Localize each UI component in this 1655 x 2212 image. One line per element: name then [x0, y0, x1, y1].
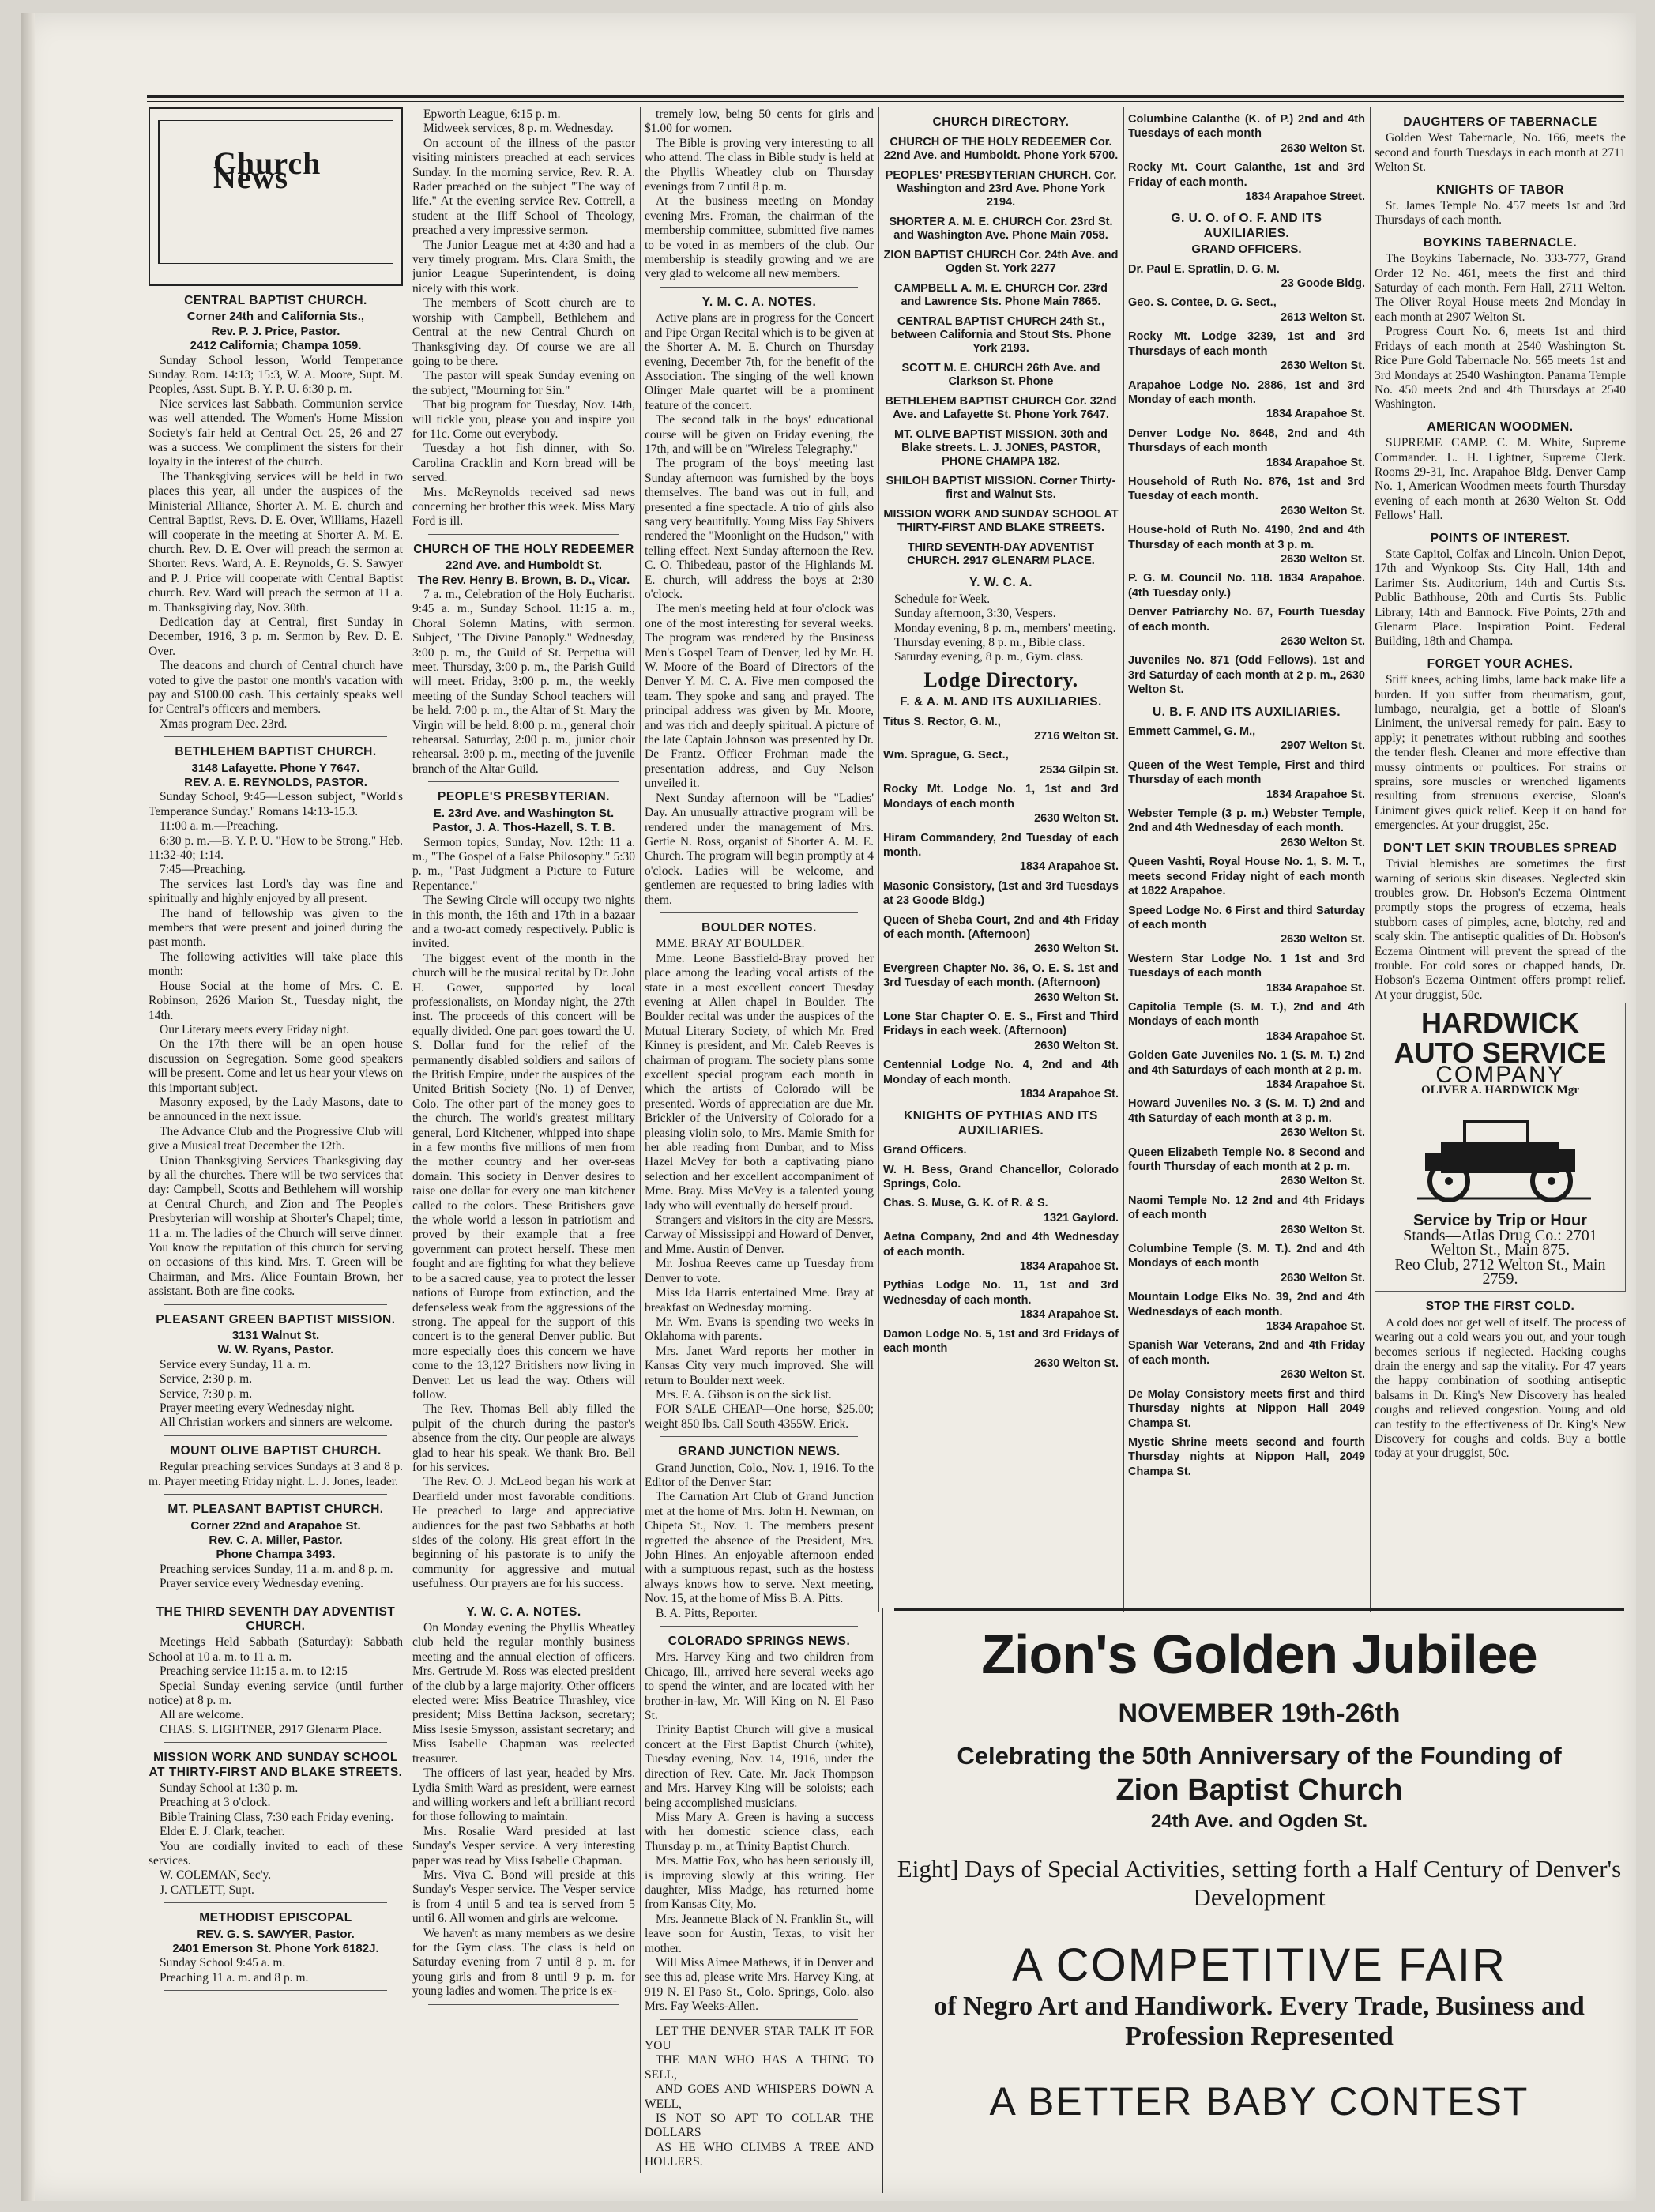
- article-paragraph: Mrs. F. A. Gibson is on the sick list.: [656, 1387, 832, 1401]
- directory-entry: CHURCH OF THE HOLY REDEEMER Cor. 22nd Ave. and Humboldt. Phone York 5700.: [883, 136, 1119, 163]
- jubilee-address: 24th Ave. and Ogden St.: [1150, 1811, 1368, 1832]
- article-heading: BOULDER NOTES.: [701, 920, 817, 935]
- article-paragraph: The Thanksgiving services will be held in two places this year, all under the auspices of the Ministerial Alliance, Shorter A. M. E. church and Central Baptist, Revs. D. E. Over, Williams, Hazell will cooperate in the meeting at Shorter A. M. E. church. Rev. D. E. Over will preach the sermon at Shorter. Revs. Ward, A. E. Reynolds, G. S. Sawyer and P. J. Price will cooperate with Central Baptist church. Rev. Ward will preach the sermon at 11 a. m. Thanksgiving day, Nov. 30th.: [149, 469, 403, 615]
- lodge-address: 2630 Welton St.: [1034, 942, 1119, 956]
- lodge-directory: [883, 695, 1119, 1371]
- jubilee-days: Eight] Days of Special Activities, setting forth a Half Century of Denver's Development: [897, 1855, 1622, 1911]
- notice-text: State Capitol, Colfax and Lincoln. Union Depot, 17th and Wynkoop Sts. City Hall, 14th and Larimer Sts. Auditorium, 14th and Curtis Sts. Public Bathhouse, 20th and Curtis Sts. Public Library, 14th and Bannock. Five Points, 27th and Glenarm Place. Inspiration Point. Federal Building, 18th and Champa.: [1375, 547, 1626, 649]
- article-paragraph: Grand Junction, Colo., Nov. 1, 1916. To the Editor of the Denver Star:: [645, 1461, 874, 1489]
- article-paragraph: Prayer service every Wednesday evening.: [160, 1577, 363, 1591]
- lodge-entry: Mystic Shrine meets second and fourth Thursday nights at Nippon Hall, 2049 Champa St.: [1128, 1435, 1365, 1478]
- article-subheading: Pastor, J. A. Thos-Hazell, S. T. B.: [432, 821, 615, 835]
- lodge-entry: Chas. S. Muse, G. K. of R. & S.: [883, 1197, 1048, 1210]
- article-paragraph: All Christian workers and sinners are welcome.: [160, 1416, 393, 1430]
- ad-title: HARDWICK AUTO SERVICE: [1394, 1006, 1607, 1070]
- article-subheading: 2401 Emerson St. Phone York 6182J.: [172, 1942, 379, 1956]
- lodge-address: 2613 Welton St.: [1281, 310, 1365, 324]
- article-paragraph: Service every Sunday, 11 a. m.: [160, 1357, 311, 1371]
- article-subheading: The Rev. Henry B. Brown, B. D., Vicar.: [417, 573, 630, 587]
- article-paragraph: On Monday evening the Phyllis Wheatley club held the regular monthly business meeting and the annual election of officers. Mrs. Gertrude M. Ross was elected president of the club by a large majority. Other officers elected were: Miss Beatrice Thrashley, vice president; Miss Bettina Jackson, secretary; Miss Isesie Smysson, assistant secretary; and Miss Isabelle Chapman was reelected treasurer.: [412, 1621, 635, 1766]
- lodge-entry: Rocky Mt. Lodge No. 1, 1st and 3rd Mondays of each month: [883, 783, 1119, 811]
- jubilee-banner: [894, 1616, 1624, 2185]
- article-paragraph: LET THE DENVER STAR TALK IT FOR YOU: [645, 2024, 874, 2052]
- article-paragraph: THE MAN WHO HAS A THING TO SELL,: [645, 2053, 874, 2082]
- notice-text: St. James Temple No. 457 meets 1st and 3rd Thursdays of each month.: [1375, 199, 1626, 228]
- article-paragraph: On the 17th there will be an open house discussion on Segregation. Some good speakers will be present. Come and let us hear your views on this important subject.: [149, 1037, 403, 1095]
- directory-entry: MISSION WORK AND SUNDAY SCHOOL AT THIRTY-FIRST AND BLAKE STREETS.: [883, 508, 1119, 535]
- notice-text: SUPREME CAMP. C. M. White, Supreme Commander. L. H. Lightner, Supreme Clerk. Rooms 29-31, Inc. Arapahoe Bldg. Denver Camp No. 1, American Woodmen meets fourth Thursday evening of each month at 2630 Welton St. Odd Fellows' Hall.: [1375, 436, 1626, 523]
- lodge-entry: Masonic Consistory, (1st and 3rd Tuesdays at 23 Goode Bldg.): [883, 879, 1119, 908]
- lodge-address: 2907 Welton St.: [1281, 739, 1365, 753]
- article-paragraph: Mme. Leone Bassfield-Bray proved her place among the leading vocal artists of the state in a most excellent concert Tuesday evening at Allen chapel in Boulder. The Boulder recital was under the auspices of the Mutual Literary Society, of which Mr. Fred Kinney is president, and Mr. Caleb Reeves is chairman of program. The society plans some excellent special program each month in which the artists of Colorado will be presented. Words of appreciation are due Mr. Brickler of the University of Colorado for a pleasing violin solo, to Mrs. Mamie Smith for her able reading from Dunbar, and to Miss Hazel McVey for both a captivating piano selection and her excellent accompaniment of Mme. Bray. Miss McVey is a talented young lady who will eventually do herself proud.: [645, 951, 874, 1213]
- lodge-entry: Rocky Mt. Lodge 3239, 1st and 3rd Thursdays of each month: [1128, 330, 1365, 358]
- article-paragraph: Tuesday a hot fish dinner, with So. Carolina Cracklin and Korn bread will be served.: [412, 442, 635, 485]
- column-2: [412, 107, 635, 2173]
- lodge-address: 2630 Welton St.: [1281, 635, 1365, 648]
- lodge-entry: Arapahoe Lodge No. 2886, 1st and 3rd Monday of each month.: [1128, 378, 1365, 406]
- lodge-address: 2630 Welton St.: [1281, 1127, 1365, 1140]
- article-paragraph: The program of the boys' meeting last Sunday afternoon was furnished by the boys themselves. The band was out in full, and presented a fine spectacle. A trio of girls also sang very beautifully. Young Miss Fay Shivers rendered the "Moonlight on the Hudson," with telling effect. Next Sunday afternoon the Rev. C. O. Thibedeau, pastor of the Highlands M. E. church, will address the boys at 2:30 o'clock.: [645, 457, 874, 601]
- article-paragraph: The deacons and church of Central church have voted to give the pastor one month's vacation with pay and $100.00 cash. This certainly speaks well for Central's officers and members.: [149, 659, 403, 717]
- lodge-entry: Golden Gate Juveniles No. 1 (S. M. T.) 2nd and 4th Saturdays of each month at 2 p. m.: [1128, 1049, 1365, 1077]
- article-subheading: 3148 Lafayette. Phone Y 7647.: [191, 761, 360, 775]
- lodge-entry: Emmett Cammel, G. M.,: [1128, 725, 1256, 739]
- notice-heading: DON'T LET SKIN TROUBLES SPREAD: [1383, 841, 1617, 855]
- grand-officers-heading: GRAND OFFICERS.: [1191, 243, 1302, 257]
- notice-text: Progress Court No. 6, meets 1st and third Fridays of each month at 2540 Washington St. Rice Pure Gold Tabernacle No. 565 meets 1st and 3rd Mondays at 2540 Washington. Panama Temple No. 450 meets 2nd and 4th Thursdays at 2540 Washington.: [1375, 325, 1626, 412]
- article-paragraph: Service, 2:30 p. m.: [160, 1372, 253, 1386]
- article-paragraph: AND GOES AND WHISPERS DOWN A WELL,: [645, 2082, 874, 2111]
- article-heading: BETHLEHEM BAPTIST CHURCH.: [175, 745, 377, 759]
- column-1-articles: [149, 294, 403, 1991]
- article-paragraph: Mr. Joshua Reeves came up Tuesday from Denver to vote.: [645, 1257, 874, 1285]
- article-paragraph: Mrs. Harvey King and two children from Chicago, Ill., arrived here several weeks ago to spend the winter, and are located with her brother-in-law, Mr. Will King on N. El Paso St.: [645, 1650, 874, 1723]
- directory-entry: PEOPLES' PRESBYTERIAN CHURCH. Cor. Washington and 23rd Ave. Phone York 2194.: [885, 169, 1117, 209]
- notice-heading: BOYKINS TABERNACLE.: [1423, 235, 1578, 250]
- article-paragraph: Mr. Wm. Evans is spending two weeks in Oklahoma with parents.: [645, 1315, 874, 1344]
- top-rule-thin: [147, 101, 1624, 102]
- competitive-fair-sub: of Negro Art and Handiwork. Every Trade, Business and Profession Represented: [934, 1992, 1585, 2051]
- article-paragraph: Dedication day at Central, first Sunday in December, 1916, 3 p. m. Sermon by Rev. D. E. Over.: [149, 615, 403, 658]
- lodge-entry: Damon Lodge No. 5, 1st and 3rd Fridays of each month: [883, 1327, 1119, 1356]
- lodge-address: 1834 Arapahoe St.: [1019, 1088, 1119, 1100]
- article-paragraph: Elder E. J. Clark, teacher.: [160, 1825, 285, 1839]
- article-paragraph: The members of Scott church are to worship with Campbell, Bethlehem and Central at the new Central Church on Thanksgiving day. Of course we are all going to be there.: [412, 296, 635, 368]
- article-paragraph: House Social at the home of Mrs. C. E. Robinson, 2626 Marion St., Tuesday night, the 14th.: [149, 979, 403, 1022]
- notice-heading: POINTS OF INTEREST.: [1430, 531, 1570, 545]
- lodge-entry: Aetna Company, 2nd and 4th Wednesday of each month.: [883, 1231, 1119, 1258]
- banner-separator: [882, 1608, 883, 2193]
- article-paragraph: Sunday School, 9:45—Lesson subject, "World's Temperance Sunday." Romans 14:13-15.3.: [149, 790, 403, 818]
- lodge-address: 1834 Arapahoe Street.: [1245, 190, 1365, 204]
- article-rule: [660, 912, 858, 913]
- lodge-entry: Lone Star Chapter O. E. S., First and Third Fridays in each week. (Afternoon): [883, 1010, 1119, 1038]
- article-paragraph: 7 a. m., Celebration of the Holy Eucharist. 9:45 a. m., Sunday School. 11:15 a. m., Choral Solemn Matins, with sermon. Subject, "The Divine Panoply." Wednesday, 3:00 p. m., the Guild of St. Perpetua will meet. Thursday, 3:00 p. m., the Parish Guild will meet. Friday, 3:00 p. m., the weekly meeting of the Sunday School teachers will be held. 7:00 p. m., the Altar of St. Mary the Virgin will be held. 8:00 p. m., general choir rehearsal. Saturday, 2:00 p. m., junior choir rehearsal. 3:00 p. m., meeting of the juvenile branch of the Altar Guild.: [412, 588, 635, 776]
- lodge-address: 1834 Arapahoe St.: [1266, 981, 1365, 995]
- lodge-address: 2716 Welton St.: [1034, 730, 1119, 743]
- article-paragraph: Special Sunday evening service (until further notice) at 8 p. m.: [149, 1679, 403, 1707]
- lodge-address: 2630 Welton St.: [1034, 812, 1119, 826]
- lodge-entry: Spanish War Veterans, 2nd and 4th Friday of each month.: [1128, 1339, 1365, 1367]
- article-heading: GRAND JUNCTION NEWS.: [678, 1445, 841, 1459]
- ywca-line: Sunday afternoon, 3:30, Vespers.: [894, 607, 1056, 621]
- jubilee-church: Zion Baptist Church: [1115, 1774, 1403, 1807]
- lodge-address: 1834 Arapahoe St.: [1266, 1029, 1365, 1043]
- article-paragraph: Mrs. Mattie Fox, who has been seriously ill, is improving slowly at this writing. Her daughter, Miss Madge, has returned home from Kansas City, Mo.: [645, 1854, 874, 1912]
- article-rule: [660, 1436, 858, 1437]
- jubilee-title: Zion's Golden Jubilee: [981, 1623, 1537, 1685]
- lodge-address: 2630 Welton St.: [1281, 933, 1365, 946]
- article-paragraph: W. COLEMAN, Sec'y.: [160, 1868, 272, 1883]
- lodge-address: 1834 Arapahoe St.: [1019, 1308, 1119, 1322]
- article-rule: [660, 287, 858, 288]
- lodge-directory-title: Lodge Directory.: [923, 668, 1078, 691]
- lodge-entry: House-hold of Ruth No. 4190, 2nd and 4th Thursday of each month at 3 p. m.: [1128, 524, 1365, 551]
- lodge-entry: Wm. Sprague, G. Sect.,: [883, 749, 1009, 762]
- notice-heading: AMERICAN WOODMEN.: [1427, 419, 1574, 434]
- article-paragraph: Xmas program Dec. 23rd.: [160, 717, 288, 731]
- lodge-entry: Webster Temple (3 p. m.) Webster Temple, 2nd and 4th Wednesday of each month.: [1128, 807, 1365, 835]
- article-heading: CENTRAL BAPTIST CHURCH.: [184, 294, 367, 307]
- article-heading: COLORADO SPRINGS NEWS.: [668, 1635, 851, 1649]
- article-subheading: REV. G. S. SAWYER, Pastor.: [197, 1927, 355, 1941]
- article-paragraph: The Bible is proving very interesting to all who attend. The class in Bible study is held at the Phyllis Wheatley club on Thursday evenings from 7 until 8 p. m.: [645, 136, 874, 194]
- directory-entry: BETHLEHEM BAPTIST CHURCH Cor. 32nd Ave. and Lafayette St. Phone York 7647.: [885, 395, 1117, 422]
- notice-text: The Boykins Tabernacle, No. 333-777, Grand Order 12 No. 461, meets the first and third Saturday of each month. Fern Hall, 2711 Welton. The Oliver Royal House meets 2nd Monday in each month at 2907 Welton St.: [1375, 252, 1626, 324]
- article-paragraph: The Carnation Art Club of Grand Junction met at the home of Mrs. John H. Newman, on Chipeta St., Nov. 1. The members present regretted the absence of the President, Mrs. John Hines. An enjoyable afternoon ended with a sumptuous repast, such as the hostess always knows how to serve. Next meeting, Nov. 15, at the home of Miss B. A. Pitts.: [645, 1490, 874, 1606]
- article-paragraph: On account of the illness of the pastor visiting ministers preached at each services Sunday. In the morning service, Rev. R. A. Rader preached on the subject "The way of life." At the evening service Rev. Cottrell, a student at the Iliff School of Theology, preached a very impressive sermon.: [412, 136, 635, 238]
- lodge-entry: Grand Officers.: [883, 1144, 967, 1157]
- article-paragraph: Mrs. Viva C. Bond will preside at this Sunday's Vesper service. The Vesper service is from 4 until 5 and tea is served from 5 until 6. All women and girls are welcome.: [412, 1868, 635, 1926]
- article-paragraph: AS HE WHO CLIMBS A TREE AND HOLLERS.: [645, 2140, 874, 2169]
- lodge-address: 1834 Arapahoe St.: [1019, 1260, 1119, 1273]
- article-paragraph: Epworth League, 6:15 p. m.: [423, 107, 561, 121]
- article-paragraph: Mrs. Jeannette Black of N. Franklin St., will leave soon for Austin, Texas, to visit her mother.: [645, 1912, 874, 1955]
- article-paragraph: Sunday School 9:45 a. m.: [160, 1956, 286, 1970]
- article-paragraph: B. A. Pitts, Reporter.: [656, 1606, 758, 1620]
- article-paragraph: We haven't as many members as we desire for the Gym class. The class is held on Saturday evening from 7 until 8 p. m. for young girls and from 8 until 9 p. m. for young ladies and women. The price is ex-: [412, 1926, 635, 1999]
- stop-cold-heading: STOP THE FIRST COLD.: [1425, 1300, 1575, 1314]
- column-separator: [1123, 107, 1124, 1612]
- article-paragraph: FOR SALE CHEAP—One horse, $25.00; weight 850 lbs. Call South 4355W. Erick.: [645, 1402, 874, 1431]
- article-rule: [164, 736, 387, 737]
- article-heading: MOUNT OLIVE BAPTIST CHURCH.: [170, 1443, 382, 1458]
- automobile-icon: [1394, 1102, 1607, 1205]
- lodge-entry: Capitolia Temple (S. M. T.), 2nd and 4th Mondays of each month: [1128, 1000, 1365, 1029]
- article-paragraph: Masonry exposed, by the Lady Masons, date to be announced in the next issue.: [149, 1095, 403, 1124]
- article-paragraph: Midweek services, 8 p. m. Wednesday.: [423, 122, 614, 136]
- lodge-entry: Columbine Temple (S. M. T.). 2nd and 4th Mondays of each month: [1128, 1243, 1365, 1270]
- article-heading: Y. M. C. A. NOTES.: [701, 295, 817, 309]
- ad-service-line: Service by Trip or Hour: [1412, 1212, 1588, 1230]
- article-paragraph: The hand of fellowship was given to the members that were present and joined during the past month.: [149, 906, 403, 950]
- lodge-address: 1834 Arapahoe St.: [1266, 788, 1365, 801]
- article-paragraph: All are welcome.: [160, 1708, 244, 1722]
- lodge-address: 1834 Arapahoe St.: [1019, 860, 1119, 874]
- article-paragraph: Union Thanksgiving Services Thanksgiving day by all the churches. There will be two services that day: Campbell, Scotts and Bethlehem will worship at Central Church, and Zion and The People's Presbyterian will worship at Shorter's Chapel; time, 11 a. m. The ladies of the Church will serve dinner. You know the reputation of this church for serving on occasions of this kind. Mrs. T. Green will be Chairman, and Mrs. Alice Fountain Brown, her assistant. Both are fine cooks.: [149, 1153, 403, 1299]
- article-subheading: Corner 22nd and Arapahoe St.: [190, 1518, 361, 1533]
- article-paragraph: Trinity Baptist Church will give a musical concert at the First Baptist Church (white), Tuesday evening, Nov. 14, 1916, under the direction of Rev. Cate. Mr. Jack Thompson and Mrs. Harvey King will be soloists; each being accomplished musicians.: [645, 1723, 874, 1810]
- article-paragraph: The Sewing Circle will occupy two nights in this month, the 16th and 17th in a bazaar and a two-act comedy respectively. Public is invited.: [412, 893, 635, 951]
- lodge-entry: Mountain Lodge Elks No. 39, 2nd and 4th Wednesdays of each month.: [1128, 1291, 1365, 1319]
- notice-heading: FORGET YOUR ACHES.: [1427, 656, 1574, 671]
- article-paragraph: The officers of last year, headed by Mrs. Lydia Smith Ward as president, were earnest and willing workers and left a brilliant record for those following to maintain.: [412, 1766, 635, 1824]
- lodge-address: 2630 Welton St.: [1281, 552, 1365, 566]
- article-paragraph: You are cordially invited to each of these services.: [149, 1839, 403, 1868]
- article-paragraph: Nice services last Sabbath. Communion service was well attended. The Women's Home Mission Society's fair held at Central Oct. 25, 26 and 27 was a success. We compliment the sisters for their loyalty in the interest of the church.: [149, 397, 403, 469]
- article-paragraph: CHAS. S. LIGHTNER, 2917 Glenarm Place.: [160, 1722, 382, 1736]
- lodge-entry: Titus S. Rector, G. M.,: [883, 715, 1001, 728]
- lodge-entry: Juveniles No. 871 (Odd Fellows). 1st and 3rd Saturday of each month at 2 p. m., 2630 Welton St.: [1128, 654, 1365, 697]
- lodge-entry: Naomi Temple No. 12 2nd and 4th Fridays of each month: [1128, 1194, 1365, 1222]
- article-paragraph: Next Sunday afternoon will be "Ladies' Day. An unusually attractive program will be rendered under the management of Mrs. Gertie N. Ross, organist of Shorter A. M. E. Church. The program will begin promptly at 4 o'clock. Ladies will be welcome, and gentlemen are requested to bring ladies with them.: [645, 791, 874, 907]
- column-1: [149, 107, 403, 2173]
- notice-text: Golden West Tabernacle, No. 166, meets the second and fourth Tuesdays in each month at 2711 Welton St.: [1375, 131, 1626, 175]
- article-paragraph: Mrs. Janet Ward reports her mother in Kansas City very much improved. She will return to Boulder next week.: [645, 1344, 874, 1387]
- ad-reo-line: Reo Club, 2712 Welton St., Main 2759.: [1394, 1255, 1606, 1288]
- ywca-line: Thursday evening, 8 p. m., Bible class.: [894, 636, 1085, 650]
- article-rule: [164, 1742, 387, 1743]
- article-paragraph: 7:45—Preaching.: [160, 863, 246, 877]
- directory-entry: THIRD SEVENTH-DAY ADVENTIST CHURCH. 2917 GLENARM PLACE.: [907, 541, 1095, 568]
- article-paragraph: Preaching 11 a. m. and 8 p. m.: [160, 1970, 309, 1984]
- article-paragraph: Miss Mary A. Green is having a success with her domestic science class, each Thursday p. m., at Trinity Baptist Church.: [645, 1810, 874, 1853]
- lodge-address: 2630 Welton St.: [1281, 1175, 1365, 1188]
- church-directory-title: CHURCH DIRECTORY.: [932, 115, 1070, 129]
- lodge-entry: Denver Lodge No. 8648, 2nd and 4th Thursdays of each month: [1128, 427, 1365, 455]
- article-paragraph: Service, 7:30 p. m.: [160, 1386, 253, 1401]
- article-paragraph: Sermon topics, Sunday, Nov. 12th: 11 a. m., "The Gospel of a False Philosophy." 5:30 p. m., "Past Judgment a Picture to Future Repentance.": [412, 835, 635, 893]
- column-3: [645, 107, 874, 2173]
- article-heading: PEOPLE'S PRESBYTERIAN.: [438, 790, 610, 804]
- lodge-section-heading: F. & A. M. AND ITS AUXILIARIES.: [900, 695, 1102, 709]
- article-subheading: 3131 Walnut St.: [231, 1329, 320, 1343]
- lodge-entry: Denver Patriarchy No. 67, Fourth Tuesday of each month.: [1128, 606, 1365, 634]
- article-paragraph: Strangers and visitors in the city are Messrs. Carway of Mississippi and Howard of Denver, and Mme. Austin of Denver.: [645, 1213, 874, 1256]
- directory-entry: SHORTER A. M. E. CHURCH Cor. 23rd St. and Washington Ave. Phone Main 7058.: [889, 216, 1113, 243]
- notice-text: Trivial blemishes are sometimes the first warning of serious skin diseases. Neglected skin troubles grow. Dr. Hobson's Eczema Ointment promptly stops the progress of eczema, heals stubborn cases of pimples, acne, blotchy, red and scaly skin. The antiseptic qualities of Dr. Hobson's Eczema Ointment will prevent the spread of the trouble. For cold sores or chapped hands, Dr. Hobson's Eczema Ointment offers prompt relief. At your druggist, 50c.: [1375, 857, 1626, 1002]
- lodge-address: 2534 Gilpin St.: [1040, 763, 1119, 777]
- article-rule: [164, 1435, 387, 1436]
- hardwick-auto-ad: [1375, 1003, 1626, 1292]
- article-paragraph: MME. BRAY AT BOULDER.: [656, 937, 805, 951]
- lodge-entry: Pythias Lodge No. 11, 1st and 3rd Wednesday of each month.: [883, 1279, 1119, 1307]
- lodge-entry: Queen Vashti, Royal House No. 1, S. M. T., meets second Friday night of each month at 1822 Arapahoe.: [1128, 856, 1365, 898]
- lodge-entry: Evergreen Chapter No. 36, O. E. S. 1st and 3rd Tuesday of each month. (Afternoon): [883, 961, 1119, 990]
- article-paragraph: tremely low, being 50 cents for girls and $1.00 for women.: [645, 107, 874, 136]
- lodge-address: 1834 Arapahoe St.: [1266, 408, 1365, 421]
- article-paragraph: Preaching services Sunday, 11 a. m. and 8 p. m.: [160, 1562, 393, 1576]
- article-paragraph: The men's meeting held at four o'clock was one of the most interesting for several weeks. The program was rendered by the Business Men's Gospel Team of Denver, led by Mr. H. W. Moore of the Board of Directors of the Denver Y. M. C. A. Five men composed the team. They spoke and sang and prayed. The principal address was given by Mr. Moore, and was rich and deeply spiritual. A picture of the late Captain Johnson was presented by Dr. De Frantz. Officer Frohman made the presentation address, and Guy Nelson unveiled it.: [645, 602, 874, 791]
- lodge-entry: Household of Ruth No. 876, 1st and 3rd Tuesday of each month.: [1128, 475, 1365, 503]
- article-paragraph: J. CATLETT, Supt.: [160, 1883, 254, 1897]
- directory-entry: SCOTT M. E. CHURCH 26th Ave. and Clarkson St. Phone: [901, 362, 1100, 389]
- lodge-address: 1834 Arapahoe St.: [1266, 456, 1365, 469]
- lodge-entry: Columbine Calanthe (K. of P.) 2nd and 4th Tuesdays of each month: [1128, 113, 1365, 141]
- article-paragraph: The biggest event of the month in the church will be the musical recital by Dr. John H. Gower, supported by local professionalists, on Monday night, the 27th inst. The proceeds of this concert will be equally divided. One part goes toward the U. S. Dollar fund for the relief of the permanently disabled soldiers and sailors of the British Empire, under the auspices of the United British Society (No. 1) of Denver, Colo. The other part of the money goes to the church. The world's greatest military general, Lord Kitchener, whipped into shape in a few months five millions of men from the mother country and her over-seas domain. This society in Denver desires to raise one dollar for every one man kitchener called to the colors. These Britishers gave the whole world a lesson in patriotism and proved by their example that a free government can protect herself. These men fought and are fighting for what they believe to be a sacred cause, yea to protect the lesser nations of Europe from extinction, and the defenseless weak from the aggressions of the strong. The appeal for the support of this concert is to the general Denver public. But more especially does this concern we have come to the 13,127 Britishers now living in Denver. Let us lead the way. Others will follow.: [412, 951, 635, 1401]
- article-paragraph: Mrs. McReynolds received sad news concerning her brother this week. Miss Mary Ford is ill.: [412, 485, 635, 529]
- article-rule: [164, 1990, 387, 1991]
- article-heading: CHURCH OF THE HOLY REDEEMER: [413, 542, 634, 556]
- article-paragraph: The second talk in the boys' educational course will be given on Friday evening, the 17th, and will be on "Wireless Telegraphy.": [645, 413, 874, 456]
- article-subheading: Corner 24th and California Sts.,: [186, 310, 365, 324]
- lodge-address: 2630 Welton St.: [1034, 1039, 1119, 1052]
- article-paragraph: Will Miss Aimee Mathews, if in Denver and see this ad, please write Mrs. Harvey King, at 919 N. El Paso St., Colo. Springs, Colo. also Mrs. Fay Weeks-Allen.: [645, 1955, 874, 2014]
- article-rule: [164, 1902, 387, 1903]
- article-paragraph: The Junior League met at 4:30 and had a very timely program. Mrs. Clara Smith, the junior League Superintendent, is doing nicely with this work.: [412, 238, 635, 295]
- article-paragraph: 11:00 a. m.—Preaching.: [160, 819, 279, 833]
- article-subheading: 22nd Ave. and Humboldt St.: [445, 559, 603, 573]
- lodge-address: 1834 Arapahoe St.: [1266, 1078, 1365, 1091]
- notice-text: Stiff knees, aching limbs, lame back make life a burden. If you suffer from rheumatism, gout, lumbago, neuralgia, get a bottle of Sloan's Liniment, the universal remedy for pain. Easy to apply; it penetrates without rubbing and soothes the tender flesh. Cleaner and more effective than mussy ointments or poultices. For strains or sprains, sore muscles or wrenched ligaments resulting from strenuous exercise, Sloan's Liniment gives quick relief. Keep it on hand for emergencies. At your druggist, 25c.: [1375, 673, 1626, 833]
- article-paragraph: Preaching service 11:15 a. m. to 12:15: [160, 1665, 348, 1679]
- article-paragraph: Mrs. Rosalie Ward presided at last Sunday's Vesper service. A very interesting paper was read by Miss Isabelle Chapman.: [412, 1824, 635, 1868]
- article-paragraph: Prayer meeting every Wednesday night.: [160, 1401, 355, 1416]
- lodge-entry: Queen Elizabeth Temple No. 8 Second and fourth Thursday of each month at 2 p. m.: [1128, 1146, 1365, 1173]
- lodge-entry: Hiram Commandery, 2nd Tuesday of each month.: [883, 831, 1119, 859]
- article-heading: THE THIRD SEVENTH DAY ADVENTIST CHURCH.: [156, 1604, 396, 1633]
- lodge-entry: De Molay Consistory meets first and third Thursday nights at Nippon Hall 2049 Champa St.: [1128, 1387, 1365, 1430]
- ywca-line: Saturday evening, 8 p. m., Gym. class.: [894, 650, 1084, 664]
- lodge-address: 2630 Welton St.: [1034, 991, 1119, 1004]
- article-paragraph: 6:30 p. m.—B. Y. P. U. "How to be Strong." Heb. 11:32-40; 1:14.: [149, 833, 403, 863]
- article-rule: [428, 781, 619, 782]
- article-subheading: REV. A. E. REYNOLDS, PASTOR.: [184, 776, 367, 789]
- lodge-address: 1834 Arapahoe St.: [1266, 1320, 1365, 1334]
- directory-entry: CENTRAL BAPTIST CHURCH 24th St., between California and Stout Sts. Phone York 2193.: [890, 315, 1111, 356]
- article-paragraph: That big program for Tuesday, Nov. 14th, will tickle you, please you and inspire you for 11c. Come out everybody.: [412, 398, 635, 441]
- article-heading: MISSION WORK AND SUNDAY SCHOOL AT THIRTY-FIRST AND BLAKE STREETS.: [149, 1751, 403, 1779]
- ywca-schedule: [883, 592, 1119, 665]
- article-paragraph: The pastor will speak Sunday evening on the subject, "Mourning for Sin.": [412, 369, 635, 397]
- lodge-entry: P. G. M. Council No. 118. 1834 Arapahoe. (4th Tuesday only.): [1128, 572, 1365, 600]
- stop-cold-text: A cold does not get well of itself. The process of wearing out a cold wears you out, and your tough becomes serious if neglected. Hacking coughs drain the energy and sap the vitality. For 47 years the happy combination of soothing antiseptic balsams in Dr. King's New Discovery has healed coughs and relieved congestion. Young and old can testify to the effectiveness of Dr. King's New Discovery for coughs and colds. Buy a bottle today at your druggist, 50c.: [1375, 1315, 1626, 1461]
- article-paragraph: Meetings Held Sabbath (Saturday): Sabbath School at 10 a. m. to 11 a. m.: [149, 1635, 403, 1664]
- lodge-section-heading: KNIGHTS OF PYTHIAS AND ITS AUXILIARIES.: [904, 1109, 1098, 1138]
- article-subheading: Rev. C. A. Miller, Pastor.: [209, 1533, 343, 1547]
- article-heading: PLEASANT GREEN BAPTIST MISSION.: [156, 1312, 396, 1326]
- banner-top-rule: [894, 1608, 1624, 1611]
- article-subheading: Rev. P. J. Price, Pastor.: [211, 324, 340, 338]
- newspaper-page: [21, 13, 1636, 2201]
- article-rule: [164, 1494, 387, 1495]
- directory-entry: MT. OLIVE BAPTIST MISSION. 30th and Blake streets. L. J. JONES, PASTOR, PHONE CHAMPA 182.: [894, 428, 1108, 468]
- ywca-title: Y. W. C. A.: [969, 576, 1032, 590]
- column-6: [1375, 107, 1626, 1612]
- column-separator: [878, 107, 879, 1612]
- jubilee-celebrating: Celebrating the 50th Anniversary of the Founding of: [957, 1742, 1562, 1770]
- article-subheading: W. W. Ryans, Pastor.: [217, 1343, 334, 1357]
- article-paragraph: IS NOT SO APT TO COLLAR THE DOLLARS: [645, 2112, 874, 2140]
- article-rule: [660, 2019, 858, 2020]
- directory-entry: SHILOH BAPTIST MISSION. Corner Thirty-first and Walnut Sts.: [886, 475, 1116, 502]
- article-paragraph: Sunday School lesson, World Temperance Sunday. Rom. 14:13; 15:3, W. A. Moore, Supt. M. Peoples, Asst. Supt. B. Y. P. U. 6:30 p. m.: [149, 353, 403, 397]
- notice-heading: DAUGHTERS OF TABERNACLE: [1403, 115, 1597, 129]
- article-paragraph: The Rev. O. J. McLeod began his work at Dearfield under most favorable conditions. He preached to large and appreciative audiences for the past two Sabbaths at both sides of the colony. His great effort in the beginning of his pastorate is to unify the community for aggressive and mutual usefulness. Our prayers are for his success.: [412, 1475, 635, 1591]
- lodge-address: 1321 Gaylord.: [1043, 1211, 1119, 1224]
- article-rule: [428, 2004, 619, 2005]
- lodge-entry: Queen of Sheba Court, 2nd and 4th Friday of each month. (Afternoon): [883, 913, 1119, 941]
- lodge-address: 2630 Welton St.: [1281, 504, 1365, 517]
- article-paragraph: The Rev. Thomas Bell ably filled the pulpit of the church during the pastor's absence from the city. Our people are always glad to hear his speak. We thank Bro. Bell for his services.: [412, 1402, 635, 1474]
- gu-oof-heading: G. U. O. of O. F. AND ITS AUXILIARIES.: [1171, 212, 1322, 240]
- lodge-entry: Western Star Lodge No. 1 1st and 3rd Tuesdays of each month: [1128, 952, 1365, 980]
- lodge-address: 2630 Welton St.: [1281, 836, 1365, 849]
- article-paragraph: The following activities will take place this month:: [149, 950, 403, 979]
- article-subheading: Phone Champa 3493.: [216, 1548, 336, 1562]
- article-paragraph: At the business meeting on Monday evening Mrs. Froman, the chairman of the membership committee, submitted five names to be voted in as members of the club. Our membership is steadily growing and we are very glad to welcome all new members.: [645, 194, 874, 281]
- lodge-address: 2630 Welton St.: [1281, 1368, 1365, 1382]
- article-paragraph: Preaching at 3 o'clock.: [160, 1796, 271, 1810]
- article-paragraph: Our Literary meets every Friday night.: [160, 1022, 350, 1036]
- masthead-title: Church News: [213, 145, 322, 196]
- lodge-address: 2630 Welton St.: [1034, 1356, 1119, 1370]
- article-rule: [660, 1626, 858, 1627]
- lodge-address: 23 Goode Bldg.: [1281, 277, 1365, 291]
- article-paragraph: The Advance Club and the Progressive Club will give a Musical treat December the 12th.: [149, 1124, 403, 1153]
- article-rule: [164, 1304, 387, 1305]
- directory-entry: ZION BAPTIST CHURCH Cor. 24th Ave. and Ogden St. York 2277: [883, 249, 1119, 276]
- lodge-address: 2630 Welton St.: [1281, 359, 1365, 373]
- column-separator: [1370, 107, 1371, 1612]
- article-paragraph: Regular preaching services Sundays at 3 and 8 p. m. Prayer meeting Friday night. L. J. Jones, leader.: [149, 1460, 403, 1488]
- article-paragraph: Active plans are in progress for the Concert and Pipe Organ Recital which is to be given at the Shorter A. M. E. Church on Thursday evening, December 7th, for the benefit of the Association. The singing of the well known Olinger Male quartet will be a prominent feature of the concert.: [645, 311, 874, 412]
- article-rule: [428, 534, 619, 535]
- page-edge: [21, 13, 35, 2201]
- article-heading: METHODIST EPISCOPAL: [199, 1911, 352, 1925]
- ywca-line: Schedule for Week.: [894, 592, 991, 606]
- lodge-address: 2630 Welton St.: [1281, 1271, 1365, 1285]
- lodge-entry: Dr. Paul E. Spratlin, D. G. M.: [1128, 262, 1280, 276]
- top-rule: [147, 95, 1624, 98]
- lodge-entry: Rocky Mt. Court Calanthe, 1st and 3rd Friday of each month.: [1128, 161, 1365, 189]
- lodge-entry: Centennial Lodge No. 4, 2nd and 4th Monday of each month.: [883, 1059, 1119, 1086]
- lodge-entry: W. H. Bess, Grand Chancellor, Colorado Springs, Colo.: [883, 1163, 1119, 1191]
- competitive-fair: A COMPETITIVE FAIR: [1012, 1939, 1506, 1991]
- directory-entry: CAMPBELL A. M. E. CHURCH Cor. 23rd and Lawrence Sts. Phone Main 7865.: [894, 282, 1108, 309]
- better-baby-contest: A BETTER BABY CONTEST: [989, 2079, 1529, 2124]
- article-heading: MT. PLEASANT BAPTIST CHURCH.: [167, 1503, 384, 1517]
- article-paragraph: Miss Ida Harris entertained Mme. Bray at breakfast on Wednesday morning.: [645, 1286, 874, 1315]
- notice-heading: KNIGHTS OF TABOR: [1436, 182, 1564, 197]
- lodge-entry: Howard Juveniles No. 3 (S. M. T.) 2nd and 4th Saturday of each month at 3 p. m.: [1128, 1097, 1365, 1125]
- lodge-entry: Speed Lodge No. 6 First and third Saturday of each month: [1128, 904, 1365, 931]
- lodge-entry: Queen of the West Temple, First and third Thursday of each month: [1128, 758, 1365, 787]
- jubilee-dates: NOVEMBER 19th-26th: [1118, 1698, 1401, 1729]
- ywca-line: Monday evening, 8 p. m., members' meeting.: [894, 621, 1116, 635]
- article-subheading: 2412 California; Champa 1059.: [190, 339, 362, 353]
- masthead-box: [149, 107, 403, 286]
- lodge-address: 2630 Welton St.: [1281, 141, 1365, 155]
- article-heading: Y. W. C. A. NOTES.: [466, 1604, 581, 1619]
- church-directory: [883, 136, 1119, 568]
- ad-subtitle: COMPANY: [1435, 1062, 1565, 1089]
- column-separator: [640, 107, 641, 2173]
- article-paragraph: Bible Training Class, 7:30 each Friday evening.: [160, 1810, 394, 1824]
- lodge-address: 2630 Welton St.: [1281, 1223, 1365, 1236]
- article-subheading: E. 23rd Ave. and Washington St.: [433, 806, 615, 820]
- ubf-heading: U. B. F. AND ITS AUXILIARIES.: [1152, 705, 1341, 719]
- ad-owner: OLIVER A. HARDWICK Mgr: [1420, 1083, 1579, 1097]
- article-paragraph: Sunday School at 1:30 p. m.: [160, 1781, 299, 1795]
- ad-stands-line: Stands—Atlas Drug Co.: 2701 Welton St., Main 875.: [1403, 1226, 1597, 1259]
- column-5: [1128, 107, 1365, 1612]
- lodge-entry: Geo. S. Contee, D. G. Sect.,: [1128, 296, 1277, 310]
- article-paragraph: The services last Lord's day was fine and spiritually and highly enjoyed by all present.: [149, 877, 403, 906]
